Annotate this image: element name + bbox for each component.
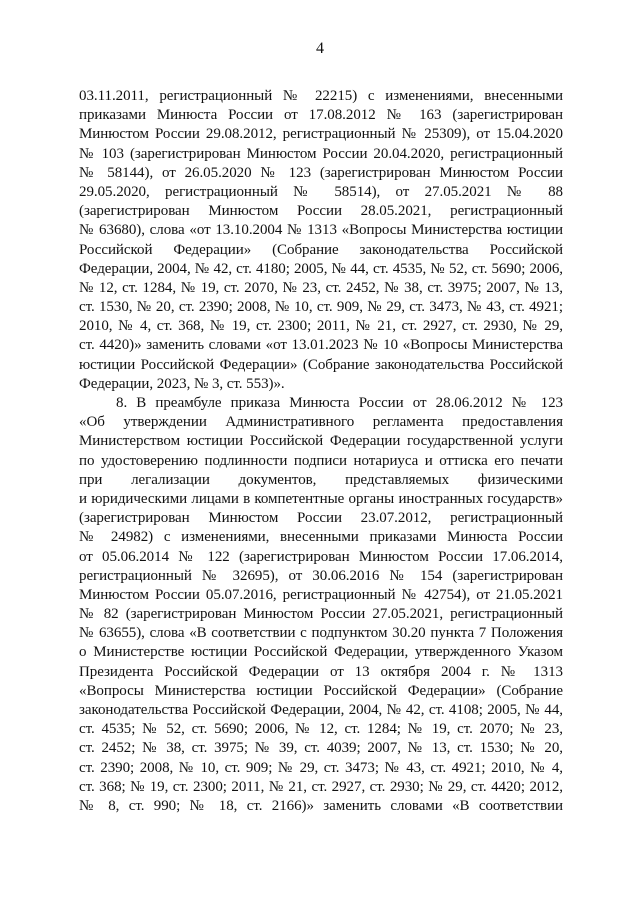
text-line: 2010, № 4, ст. 368, № 19, ст. 2300; 2011, № 21, ст. 2927, ст. 2930, № 29, — [79, 318, 563, 335]
text-line: юстиции Российской Федерации» (Собрание законодательства Российской — [79, 356, 563, 373]
text-line: ст. 2390; 2008, № 10, ст. 909; № 29, ст. 3473; № 43, ст. 4921; 2010, № 4, — [79, 759, 563, 776]
text-line: 03.11.2011, регистрационный № 22215) с изменениями, внесенными — [79, 88, 563, 104]
text-line: о Министерстве юстиции Российской Федерации, утвержденного Указом — [79, 644, 563, 661]
text-line: и юридическими лицами в компетентные органы иностранных государств» — [79, 490, 563, 507]
text-line: Российской Федерации» (Собрание законодательства Российской — [79, 241, 563, 258]
text-line: № 12, ст. 1284, № 19, ст. 2070, № 23, ст. 2452, № 38, ст. 3975; 2007, № 13, — [79, 279, 563, 296]
text-line: № 63655), слова «В соответствии с подпунктом 30.20 пункта 7 Положения — [79, 625, 563, 642]
text-line: ст. 4535; № 52, ст. 5690; 2006, № 12, ст. 1284; № 19, ст. 2070; № 23, — [79, 721, 563, 738]
text-line: Федерации, 2023, № 3, ст. 553)». — [79, 375, 285, 392]
text-line: № 24982) с изменениями, внесенными приказами Минюста России — [79, 529, 563, 546]
text-line: Минюстом России 29.08.2012, регистрационный № 25309), от 15.04.2020 — [79, 126, 563, 143]
text-line: приказами Минюста России от 17.08.2012 № 163 (зарегистрирован — [79, 107, 563, 124]
text-line: ст. 2452; № 38, ст. 3975; № 39, ст. 4039; 2007, № 13, ст. 1530; № 20, — [79, 740, 563, 757]
text-line: № 82 (зарегистрирован Минюстом России 27.05.2021, регистрационный — [79, 606, 563, 623]
page-number: 4 — [316, 40, 324, 57]
text-line: Президента Российской Федерации от 13 октября 2004 г. № 1313 — [79, 663, 563, 680]
text-line: регистрационный № 32695), от 30.06.2016 № 154 (зарегистрирован — [79, 567, 563, 584]
text-line: законодательства Российской Федерации, 2004, № 42, ст. 4108; 2005, № 44, — [79, 702, 563, 718]
text-line: Минюстом России 05.07.2016, регистрационный № 42754), от 21.05.2021 — [79, 586, 563, 603]
text-line: (зарегистрирован Минюстом России 28.05.2021, регистрационный — [79, 203, 563, 220]
paragraph-item-8 — [79, 394, 563, 816]
text-line: 29.05.2020, регистрационный № 58514), от 27.05.2021 № 88 — [79, 183, 563, 200]
text-line: ст. 4420)» заменить словами «от 13.01.2023 № 10 «Вопросы Министерства — [79, 337, 563, 354]
text-line: № 58144), от 26.05.2020 № 123 (зарегистрирован Минюстом России — [79, 164, 563, 181]
text-line: по удостоверению подлинности подписи нотариуса и оттиска его печати — [79, 452, 563, 469]
text-line: № 63680), слова «от 13.10.2004 № 1313 «Вопросы Министерства юстиции — [79, 222, 563, 239]
text-line: при легализации документов, представляемых физическими — [79, 471, 563, 488]
text-line: ст. 368; № 19, ст. 2300; 2011, № 21, ст. 2927, ст. 2930; № 29, ст. 4420; 2012, — [79, 778, 563, 795]
text-line: ст. 1530, № 20, ст. 2390; 2008, № 10, ст. 909, № 29, ст. 3473, № 43, ст. 4921; — [79, 299, 563, 316]
text-line: 8. В преамбуле приказа Минюста России от 28.06.2012 № 123 — [116, 395, 563, 411]
text-line: № 103 (зарегистрирован Минюстом России 20.04.2020, регистрационный — [79, 145, 563, 162]
text-line: «Об утверждении Административного регламента предоставления — [79, 414, 563, 431]
text-line: «Вопросы Министерства юстиции Российской Федерации» (Собрание — [79, 682, 563, 699]
text-line: (зарегистрирован Минюстом России 23.07.2012, регистрационный — [79, 510, 563, 527]
paragraph-continuation — [79, 87, 563, 394]
text-line: от 05.06.2014 № 122 (зарегистрирован Минюстом России 17.06.2014, — [79, 548, 563, 565]
text-line: № 8, ст. 990; № 18, ст. 2166)» заменить словами «В соответствии — [79, 797, 563, 814]
text-line: Министерством юстиции Российской Федерации государственной услуги — [79, 433, 563, 450]
text-line: Федерации, 2004, № 42, ст. 4180; 2005, № 44, ст. 4535, № 52, ст. 5690; 2006, — [79, 260, 563, 277]
